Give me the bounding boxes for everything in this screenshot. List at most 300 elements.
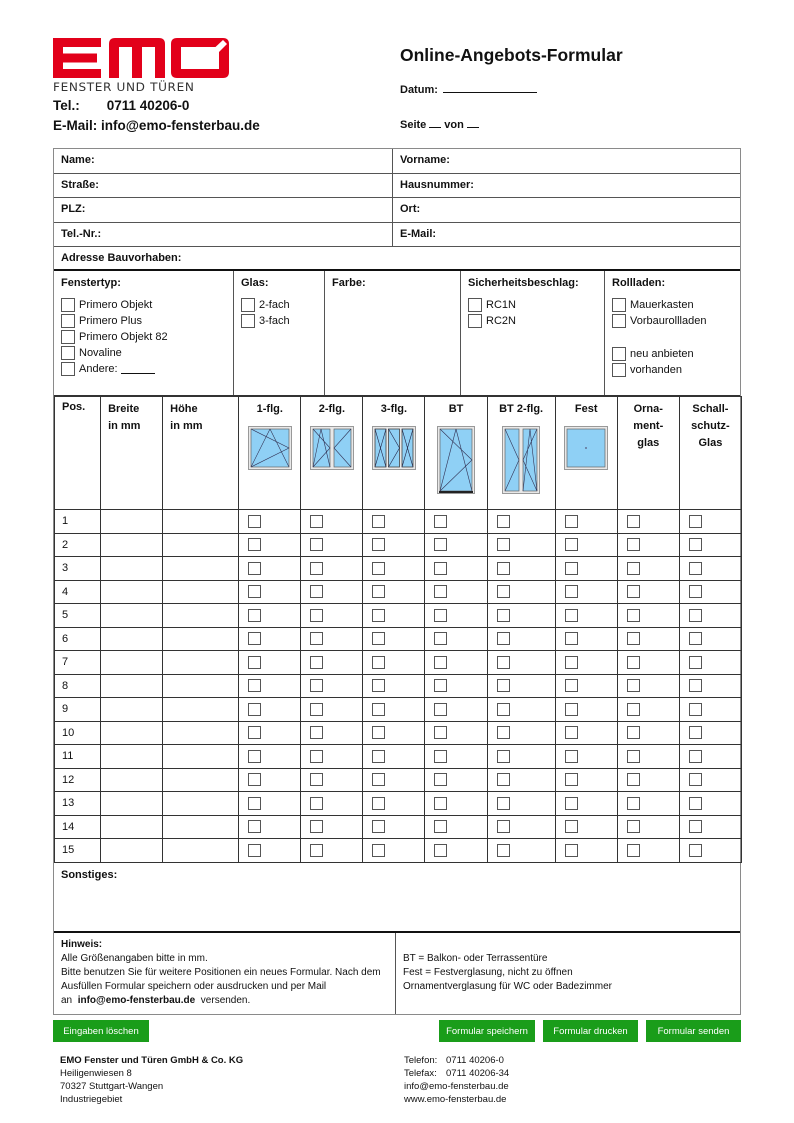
cell-1-flg xyxy=(239,839,301,863)
cell-bt xyxy=(425,510,487,534)
checkbox-bt-2-flg[interactable] xyxy=(497,632,510,645)
checkbox-fest[interactable] xyxy=(565,609,578,622)
checkbox-3-flg[interactable] xyxy=(372,632,385,645)
checkbox[interactable] xyxy=(61,362,75,376)
checkbox-bt-2-flg[interactable] xyxy=(497,726,510,739)
cell-bt xyxy=(425,674,487,698)
checkbox-fest[interactable] xyxy=(565,726,578,739)
checkbox-1-flg[interactable] xyxy=(248,844,261,857)
checkbox-3-flg[interactable] xyxy=(372,515,385,528)
checkbox-ornament-glass[interactable] xyxy=(627,538,640,551)
option-rc2n[interactable] xyxy=(468,313,597,329)
checkbox-bt-2-flg[interactable] xyxy=(497,515,510,528)
checkbox-bt[interactable] xyxy=(434,609,447,622)
cell-1-flg xyxy=(239,674,301,698)
date-label: Datum: xyxy=(400,84,438,96)
height-input[interactable] xyxy=(163,745,239,769)
width-input[interactable] xyxy=(101,815,163,839)
checkbox-soundproof-glass[interactable] xyxy=(689,656,702,669)
checkbox-bt-2-flg[interactable] xyxy=(497,844,510,857)
checkbox-3-flg[interactable] xyxy=(372,585,385,598)
checkbox-soundproof-glass[interactable] xyxy=(689,797,702,810)
cell-ornament-glass xyxy=(617,839,679,863)
cell-ornament-glass xyxy=(617,533,679,557)
checkbox-soundproof-glass[interactable] xyxy=(689,820,702,833)
checkbox-ornament-glass[interactable] xyxy=(627,585,640,598)
house-number-field[interactable]: Hausnummer: xyxy=(400,178,474,191)
height-input[interactable] xyxy=(163,698,239,722)
checkbox-fest[interactable] xyxy=(565,820,578,833)
checkbox-1-flg[interactable] xyxy=(248,609,261,622)
checkbox-fest[interactable] xyxy=(565,844,578,857)
footer-fax: Telefax: 0711 40206-34 xyxy=(404,1068,510,1079)
legend-fest: Fest = Festverglasung, nicht zu öffnen xyxy=(403,966,573,978)
checkbox-1-flg[interactable] xyxy=(248,797,261,810)
cell-bt xyxy=(425,580,487,604)
width-input[interactable] xyxy=(101,721,163,745)
checkbox-bt-2-flg[interactable] xyxy=(497,679,510,692)
height-input[interactable] xyxy=(163,768,239,792)
checkbox-2-flg[interactable] xyxy=(310,656,323,669)
header-phone xyxy=(53,98,189,113)
checkbox-ornament-glass[interactable] xyxy=(627,656,640,669)
checkbox-2-flg[interactable] xyxy=(310,844,323,857)
checkbox-3-flg[interactable] xyxy=(372,820,385,833)
checkbox-bt[interactable] xyxy=(434,703,447,716)
checkbox-1-flg[interactable] xyxy=(248,820,261,833)
cell-2-flg xyxy=(301,533,363,557)
cell-1-flg xyxy=(239,627,301,651)
pos-number: 3 xyxy=(55,557,101,581)
col-1-flg xyxy=(239,397,301,510)
option-primero-objekt[interactable] xyxy=(61,297,226,313)
col-fest xyxy=(555,397,617,510)
cell-1-flg xyxy=(239,815,301,839)
checkbox[interactable] xyxy=(612,298,626,312)
checkbox-ornament-glass[interactable] xyxy=(627,750,640,763)
option-label: Primero Objekt xyxy=(79,299,153,311)
shutter-title: Rollladen: xyxy=(612,277,666,289)
cell-ornament-glass xyxy=(617,580,679,604)
misc-notes-field[interactable]: Sonstiges: xyxy=(54,863,740,933)
hint-email-link[interactable]: info@emo-fensterbau.de xyxy=(77,994,196,1006)
checkbox-soundproof-glass[interactable] xyxy=(689,703,702,716)
pos-number: 5 xyxy=(55,604,101,628)
option-label: Primero Objekt 82 xyxy=(79,331,168,343)
height-input[interactable] xyxy=(163,839,239,863)
checkbox[interactable] xyxy=(612,347,626,361)
width-input[interactable] xyxy=(101,533,163,557)
checkbox-bt-2-flg[interactable] xyxy=(497,773,510,786)
first-name-field[interactable]: Vorname: xyxy=(400,154,450,166)
cell-fest xyxy=(555,768,617,792)
checkbox-bt[interactable] xyxy=(434,538,447,551)
checkbox-bt-2-flg[interactable] xyxy=(497,656,510,669)
cell-fest xyxy=(555,698,617,722)
checkbox-3-flg[interactable] xyxy=(372,773,385,786)
cell-ornament-glass xyxy=(617,557,679,581)
cell-bt-2-flg xyxy=(487,839,555,863)
checkbox-bt-2-flg[interactable] xyxy=(497,703,510,716)
checkbox-2-flg[interactable] xyxy=(310,773,323,786)
cell-2-flg xyxy=(301,604,363,628)
width-input[interactable] xyxy=(101,745,163,769)
table-row xyxy=(55,557,742,581)
checkbox-2-flg[interactable] xyxy=(310,726,323,739)
checkbox-2-flg[interactable] xyxy=(310,609,323,622)
checkbox-2-flg[interactable] xyxy=(310,562,323,575)
send-form-button[interactable]: Formular senden xyxy=(646,1020,741,1042)
option-label: Novaline xyxy=(79,347,122,359)
other-input-line[interactable] xyxy=(121,365,155,374)
cell-3-flg xyxy=(363,721,425,745)
email-field[interactable]: E-Mail: xyxy=(400,227,437,240)
footer-website[interactable]: www.emo-fensterbau.de xyxy=(404,1094,507,1105)
checkbox-3-flg[interactable] xyxy=(372,679,385,692)
checkbox-bt[interactable] xyxy=(434,844,447,857)
checkbox[interactable] xyxy=(61,346,75,360)
checkbox[interactable] xyxy=(241,314,255,328)
checkbox[interactable] xyxy=(61,298,75,312)
cell-3-flg xyxy=(363,792,425,816)
legend-box xyxy=(396,933,740,1014)
checkbox-soundproof-glass[interactable] xyxy=(689,726,702,739)
footer-area: Industriegebiet xyxy=(60,1094,123,1105)
option-neu-anbieten[interactable] xyxy=(612,346,733,362)
checkbox-bt[interactable] xyxy=(434,750,447,763)
checkbox-ornament-glass[interactable] xyxy=(627,844,640,857)
checkbox-soundproof-glass[interactable] xyxy=(689,679,702,692)
checkbox-fest[interactable] xyxy=(565,797,578,810)
checkbox-bt[interactable] xyxy=(434,726,447,739)
height-input[interactable] xyxy=(163,510,239,534)
cell-1-flg xyxy=(239,768,301,792)
cell-fest xyxy=(555,604,617,628)
form-row-zip xyxy=(54,198,740,223)
checkbox-soundproof-glass[interactable] xyxy=(689,562,702,575)
color-title: Farbe: xyxy=(332,277,366,289)
checkbox-bt-2-flg[interactable] xyxy=(497,750,510,763)
checkbox-2-flg[interactable] xyxy=(310,585,323,598)
checkbox-bt[interactable] xyxy=(434,797,447,810)
page-title: Online-Angebots-Formular xyxy=(400,45,623,65)
checkbox-1-flg[interactable] xyxy=(248,562,261,575)
checkbox-ornament-glass[interactable] xyxy=(627,820,640,833)
phone-label: Tel.: xyxy=(53,98,80,113)
checkbox-bt[interactable] xyxy=(434,656,447,669)
glass-group xyxy=(234,271,325,395)
cell-fest xyxy=(555,557,617,581)
cell-1-flg xyxy=(239,745,301,769)
width-input[interactable] xyxy=(101,651,163,675)
checkbox-1-flg[interactable] xyxy=(248,656,261,669)
legend-bt: BT = Balkon- oder Terrassentüre xyxy=(403,952,548,964)
col-bt xyxy=(425,397,487,510)
zip-field[interactable]: PLZ: xyxy=(54,198,393,222)
col-label: 1-flg. xyxy=(256,403,283,415)
checkbox-ornament-glass[interactable] xyxy=(627,562,640,575)
checkbox-3-flg[interactable] xyxy=(372,844,385,857)
height-input[interactable] xyxy=(163,604,239,628)
option-2-fach[interactable] xyxy=(241,297,317,313)
form-row-name xyxy=(54,149,740,174)
checkbox-ornament-glass[interactable] xyxy=(627,632,640,645)
option-rc1n[interactable] xyxy=(468,297,597,313)
option-andere[interactable] xyxy=(61,361,226,377)
checkbox-fest[interactable] xyxy=(565,703,578,716)
cell-ornament-glass xyxy=(617,698,679,722)
option-novaline[interactable] xyxy=(61,345,226,361)
cell-fest xyxy=(555,627,617,651)
cell-bt xyxy=(425,815,487,839)
table-row xyxy=(55,721,742,745)
checkbox-ornament-glass[interactable] xyxy=(627,703,640,716)
cell-2-flg xyxy=(301,627,363,651)
width-input[interactable] xyxy=(101,580,163,604)
logo-mark xyxy=(53,38,233,78)
checkbox-3-flg[interactable] xyxy=(372,656,385,669)
street-field[interactable]: Straße: xyxy=(54,174,393,198)
width-input[interactable] xyxy=(101,792,163,816)
height-input[interactable] xyxy=(163,674,239,698)
table-row xyxy=(55,627,742,651)
name-field[interactable]: Name: xyxy=(54,149,393,173)
option-label: RC1N xyxy=(486,299,516,311)
option-label: 3-fach xyxy=(259,315,290,327)
pos-number: 2 xyxy=(55,533,101,557)
checkbox-soundproof-glass[interactable] xyxy=(689,585,702,598)
security-group xyxy=(461,271,605,395)
cell-fest xyxy=(555,815,617,839)
checkbox-bt[interactable] xyxy=(434,562,447,575)
checkbox-bt-2-flg[interactable] xyxy=(497,562,510,575)
positions-table xyxy=(54,396,742,863)
color-group[interactable] xyxy=(325,271,461,395)
col-soundproof-glass: Schall- schutz- Glas xyxy=(679,397,741,510)
cell-bt-2-flg xyxy=(487,768,555,792)
checkbox-2-flg[interactable] xyxy=(310,750,323,763)
table-row xyxy=(55,745,742,769)
fixed-window-icon xyxy=(564,426,608,470)
checkbox-bt[interactable] xyxy=(434,632,447,645)
checkbox-3-flg[interactable] xyxy=(372,726,385,739)
cell-ornament-glass xyxy=(617,674,679,698)
checkbox-2-flg[interactable] xyxy=(310,632,323,645)
checkbox-fest[interactable] xyxy=(565,632,578,645)
checkbox-2-flg[interactable] xyxy=(310,515,323,528)
height-input[interactable] xyxy=(163,627,239,651)
cell-bt xyxy=(425,557,487,581)
width-input[interactable] xyxy=(101,510,163,534)
col-ornament-glass: Orna- ment- glas xyxy=(617,397,679,510)
checkbox-ornament-glass[interactable] xyxy=(627,773,640,786)
cell-2-flg xyxy=(301,745,363,769)
width-input[interactable] xyxy=(101,839,163,863)
checkbox-soundproof-glass[interactable] xyxy=(689,609,702,622)
checkbox-ornament-glass[interactable] xyxy=(627,515,640,528)
checkbox-soundproof-glass[interactable] xyxy=(689,538,702,551)
checkbox-soundproof-glass[interactable] xyxy=(689,632,702,645)
checkbox-bt-2-flg[interactable] xyxy=(497,820,510,833)
width-input[interactable] xyxy=(101,768,163,792)
table-row xyxy=(55,839,742,863)
checkbox-fest[interactable] xyxy=(565,679,578,692)
cell-soundproof-glass xyxy=(679,792,741,816)
checkbox-soundproof-glass[interactable] xyxy=(689,515,702,528)
checkbox-3-flg[interactable] xyxy=(372,538,385,551)
date-input-line[interactable] xyxy=(443,83,537,93)
cell-3-flg xyxy=(363,674,425,698)
col-2-flg xyxy=(301,397,363,510)
hint-box xyxy=(54,933,396,1014)
cell-soundproof-glass xyxy=(679,768,741,792)
cell-1-flg xyxy=(239,580,301,604)
height-input[interactable] xyxy=(163,651,239,675)
checkbox-1-flg[interactable] xyxy=(248,773,261,786)
project-address-field[interactable]: Adresse Bauvorhaben: xyxy=(54,247,740,271)
checkbox-ornament-glass[interactable] xyxy=(627,726,640,739)
checkbox-1-flg[interactable] xyxy=(248,632,261,645)
checkbox-2-flg[interactable] xyxy=(310,703,323,716)
checkbox-bt[interactable] xyxy=(434,515,447,528)
checkbox-1-flg[interactable] xyxy=(248,703,261,716)
height-input[interactable] xyxy=(163,580,239,604)
checkbox-soundproof-glass[interactable] xyxy=(689,773,702,786)
print-form-button[interactable]: Formular drucken xyxy=(543,1020,638,1042)
checkbox-fest[interactable] xyxy=(565,585,578,598)
checkbox-fest[interactable] xyxy=(565,515,578,528)
cell-bt xyxy=(425,651,487,675)
page-of-label: von xyxy=(444,119,464,131)
cell-soundproof-glass xyxy=(679,557,741,581)
page-number-field xyxy=(400,118,482,131)
checkbox-fest[interactable] xyxy=(565,773,578,786)
checkbox-2-flg[interactable] xyxy=(310,797,323,810)
width-input[interactable] xyxy=(101,557,163,581)
save-form-button[interactable]: Formular speichern xyxy=(439,1020,535,1042)
checkbox-3-flg[interactable] xyxy=(372,703,385,716)
checkbox-3-flg[interactable] xyxy=(372,562,385,575)
checkbox-soundproof-glass[interactable] xyxy=(689,750,702,763)
checkbox-ornament-glass[interactable] xyxy=(627,609,640,622)
cell-2-flg xyxy=(301,768,363,792)
pos-number: 10 xyxy=(55,721,101,745)
checkbox-fest[interactable] xyxy=(565,538,578,551)
checkbox-fest[interactable] xyxy=(565,750,578,763)
checkbox[interactable] xyxy=(61,314,75,328)
checkbox-bt-2-flg[interactable] xyxy=(497,609,510,622)
option-3-fach[interactable] xyxy=(241,313,317,329)
width-input[interactable] xyxy=(101,627,163,651)
option-label: Primero Plus xyxy=(79,315,142,327)
checkbox-bt[interactable] xyxy=(434,585,447,598)
width-input[interactable] xyxy=(101,698,163,722)
height-input[interactable] xyxy=(163,533,239,557)
cell-bt xyxy=(425,721,487,745)
checkbox-soundproof-glass[interactable] xyxy=(689,844,702,857)
checkbox-1-flg[interactable] xyxy=(248,679,261,692)
checkbox[interactable] xyxy=(241,298,255,312)
cell-bt-2-flg xyxy=(487,627,555,651)
checkbox-3-flg[interactable] xyxy=(372,797,385,810)
checkbox-2-flg[interactable] xyxy=(310,679,323,692)
checkbox-bt[interactable] xyxy=(434,773,447,786)
option-label: neu anbieten xyxy=(630,348,694,360)
page-current-input[interactable] xyxy=(429,118,441,128)
cell-3-flg xyxy=(363,604,425,628)
page-total-input[interactable] xyxy=(467,118,479,128)
option-primero-plus[interactable] xyxy=(61,313,226,329)
cell-bt xyxy=(425,839,487,863)
checkbox-1-flg[interactable] xyxy=(248,538,261,551)
checkbox-3-flg[interactable] xyxy=(372,609,385,622)
city-field[interactable]: Ort: xyxy=(400,203,421,215)
cell-ornament-glass xyxy=(617,745,679,769)
width-input[interactable] xyxy=(101,674,163,698)
checkbox-bt-2-flg[interactable] xyxy=(497,797,510,810)
page-label: Seite xyxy=(400,119,427,131)
offer-form xyxy=(53,148,741,1015)
cell-3-flg xyxy=(363,580,425,604)
col-width: Breite in mm xyxy=(101,397,163,510)
width-input[interactable] xyxy=(101,604,163,628)
checkbox-bt-2-flg[interactable] xyxy=(497,538,510,551)
option-mauerkasten[interactable] xyxy=(612,297,733,313)
checkbox-fest[interactable] xyxy=(565,562,578,575)
checkbox-fest[interactable] xyxy=(565,656,578,669)
cell-2-flg xyxy=(301,557,363,581)
hint-title: Hinweis: xyxy=(61,938,103,950)
height-input[interactable] xyxy=(163,721,239,745)
clear-inputs-button[interactable]: Eingaben löschen xyxy=(53,1020,149,1042)
phone-field[interactable]: Tel.-Nr.: xyxy=(54,223,393,247)
checkbox-1-flg[interactable] xyxy=(248,726,261,739)
checkbox-bt[interactable] xyxy=(434,820,447,833)
window-1-flg-icon xyxy=(248,426,292,470)
checkbox[interactable] xyxy=(612,363,626,377)
option-vorbaurollladen[interactable] xyxy=(612,313,733,329)
checkbox[interactable] xyxy=(468,314,482,328)
checkbox-2-flg[interactable] xyxy=(310,820,323,833)
checkbox-1-flg[interactable] xyxy=(248,585,261,598)
option-primero-objekt-82[interactable] xyxy=(61,329,226,345)
table-row xyxy=(55,815,742,839)
checkbox[interactable] xyxy=(468,298,482,312)
checkbox-3-flg[interactable] xyxy=(372,750,385,763)
checkbox-1-flg[interactable] xyxy=(248,515,261,528)
checkbox[interactable] xyxy=(61,330,75,344)
height-input[interactable] xyxy=(163,815,239,839)
height-input[interactable] xyxy=(163,792,239,816)
checkbox-bt[interactable] xyxy=(434,679,447,692)
checkbox-ornament-glass[interactable] xyxy=(627,797,640,810)
checkbox-1-flg[interactable] xyxy=(248,750,261,763)
checkbox[interactable] xyxy=(612,314,626,328)
glass-title: Glas: xyxy=(241,277,269,289)
footer-email[interactable]: info@emo-fensterbau.de xyxy=(404,1081,509,1092)
checkbox-ornament-glass[interactable] xyxy=(627,679,640,692)
option-vorhanden[interactable] xyxy=(612,362,733,378)
cell-soundproof-glass xyxy=(679,839,741,863)
cell-soundproof-glass xyxy=(679,627,741,651)
height-input[interactable] xyxy=(163,557,239,581)
cell-2-flg xyxy=(301,815,363,839)
option-label: vorhanden xyxy=(630,364,682,376)
checkbox-2-flg[interactable] xyxy=(310,538,323,551)
cell-fest xyxy=(555,721,617,745)
checkbox-bt-2-flg[interactable] xyxy=(497,585,510,598)
balcony-door-icon xyxy=(437,426,475,494)
